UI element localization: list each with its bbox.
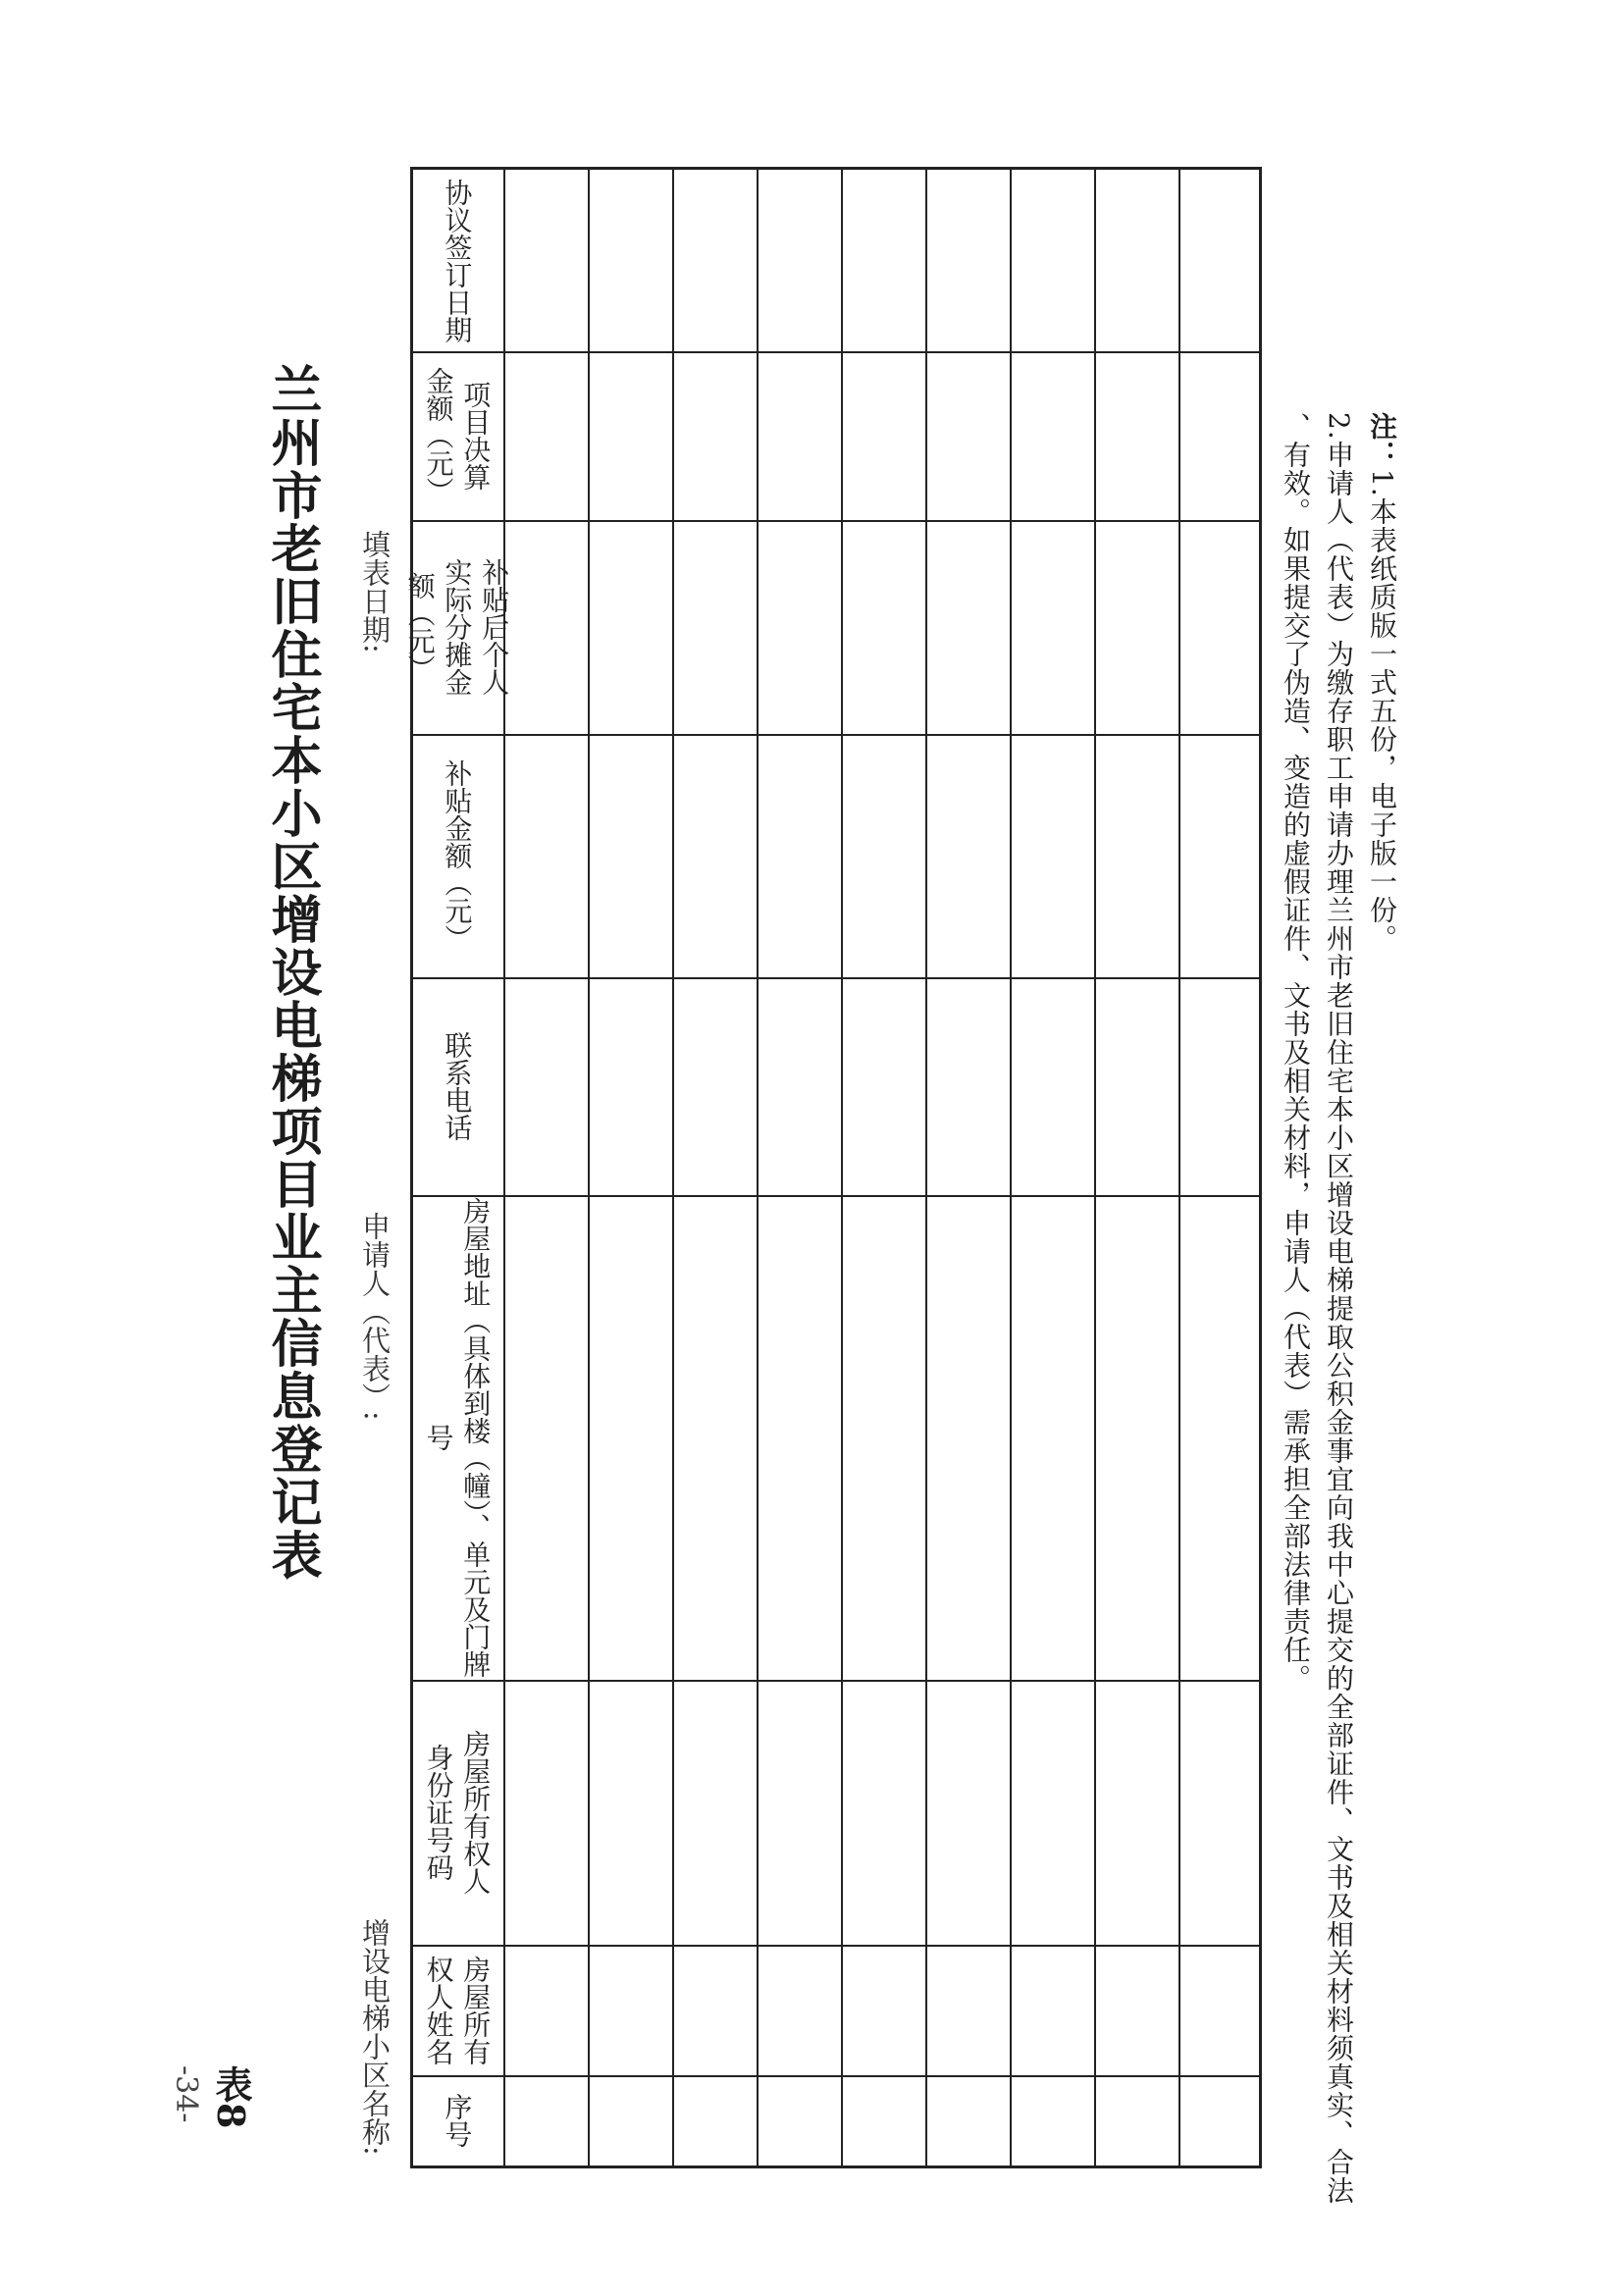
note-line-2: 2.申请人（代表）为缴存职工申请办理兰州市老旧住宅本小区增设电梯提取公积金事宜向我中心提交的全部证件、文书及相关材料须真实、合法 xyxy=(1323,412,1355,2205)
page-number: -34- xyxy=(169,2065,203,2123)
col-header-serial: 序号 xyxy=(441,2093,474,2148)
row-divider xyxy=(841,167,843,2168)
column-divider xyxy=(410,520,1262,522)
fill-date-label: 填表日期: xyxy=(358,530,392,653)
col-header-subsidy: 补贴金额（元） xyxy=(441,759,474,952)
column-divider xyxy=(410,734,1262,736)
col-header-actual-share: 补贴后个人 实际分摊金 额（元） xyxy=(403,558,511,696)
notes-label: 注： xyxy=(1366,412,1398,469)
column-divider xyxy=(410,351,1262,353)
applicant-label: 申请人（代表）: xyxy=(358,1212,392,1421)
district-name-label: 增设电梯小区名称: xyxy=(358,1918,392,2156)
registration-table xyxy=(403,167,1262,2168)
col-header-settlement: 项目决算 金额（元） xyxy=(422,367,493,504)
header-divider xyxy=(503,167,505,2168)
column-divider xyxy=(410,1680,1262,1682)
row-divider xyxy=(672,167,674,2168)
table-border xyxy=(410,167,1262,170)
column-divider xyxy=(410,1945,1262,1947)
column-divider xyxy=(410,1195,1262,1197)
column-divider xyxy=(410,2075,1262,2077)
column-divider xyxy=(410,977,1262,979)
table-border xyxy=(1259,167,1262,2168)
row-divider xyxy=(1094,167,1096,2168)
col-header-owner-id: 房屋所有权人 身份证号码 xyxy=(422,1730,493,1895)
col-header-agreement-date: 协议签订日期 xyxy=(441,178,474,343)
row-divider xyxy=(757,167,759,2168)
row-divider xyxy=(588,167,590,2168)
row-divider xyxy=(1178,167,1180,2168)
table-border xyxy=(410,2166,1262,2168)
row-divider xyxy=(925,167,927,2168)
form-code: 表8 xyxy=(209,2065,253,2129)
col-header-owner-name: 房屋所有 权人姓名 xyxy=(422,1955,493,2065)
page-title: 兰州市老旧住宅本小区增设电梯项目业主信息登记表 xyxy=(262,363,322,1582)
col-header-address: 房屋地址（具体到楼（幢）、单元及门牌 号 xyxy=(422,1197,493,1678)
row-divider xyxy=(1010,167,1012,2168)
notes-block xyxy=(1274,412,1403,2257)
col-header-phone: 联系电话 xyxy=(441,1031,474,1141)
note-line-1: 1.本表纸质版一式五份，电子版一份。 xyxy=(1366,469,1398,953)
note-line-3: 、有效。如果提交了伪造、变造的虚假证件、文书及相关材料，申请人（代表）需承担全部法律责任。 xyxy=(1280,412,1312,1693)
